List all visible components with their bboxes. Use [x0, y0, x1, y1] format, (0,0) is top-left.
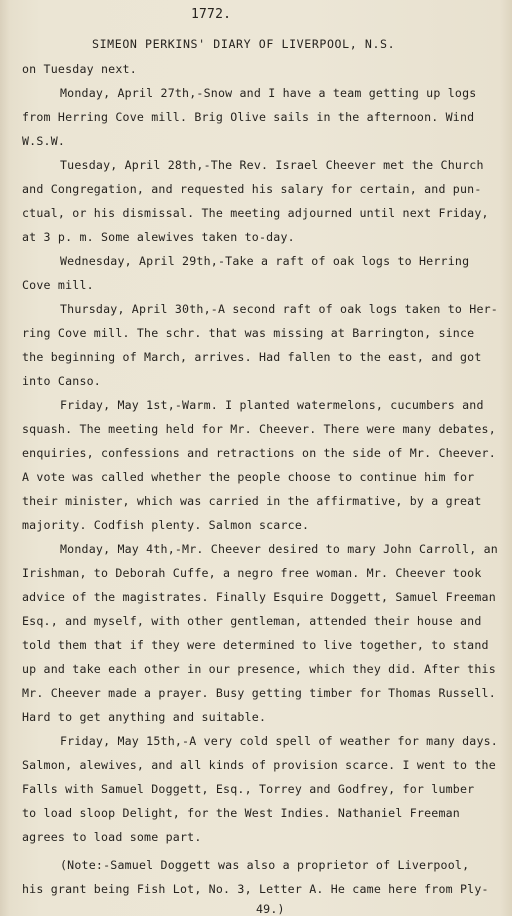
text-line: at 3 p. m. Some alewives taken to-day.	[22, 230, 295, 244]
text-line: ctual, or his dismissal. The meeting adjourned until next Friday,	[22, 206, 489, 220]
text-line: majority. Codfish plenty. Salmon scarce.	[22, 518, 310, 532]
text-line: advice of the magistrates. Finally Esquire Doggett, Samuel Freeman	[22, 590, 496, 604]
text-line: Wednesday, April 29th,-Take a raft of oak logs to Herring	[60, 254, 470, 268]
text-line: Tuesday, April 28th,-The Rev. Israel Cheever met the Church	[60, 158, 484, 172]
text-line: up and take each other in our presence, which they did. After this	[22, 662, 496, 676]
text-line: A vote was called whether the people choose to continue him for	[22, 470, 475, 484]
text-line: Friday, May 1st,-Warm. I planted watermelons, cucumbers and	[60, 398, 484, 412]
text-line: enquiries, confessions and retractions on the side of Mr. Cheever.	[22, 446, 496, 460]
text-line: on Tuesday next.	[22, 62, 137, 76]
text-line: ring Cove mill. The schr. that was missing at Barrington, since	[22, 326, 475, 340]
text-line: Esq., and myself, with other gentleman, attended their house and	[22, 614, 482, 628]
text-line: W.S.W.	[22, 134, 66, 148]
text-line: agrees to load some part.	[22, 830, 202, 844]
text-line: told them that if they were determined to live together, to stand	[22, 638, 489, 652]
text-line: squash. The meeting held for Mr. Cheever. There were many debates,	[22, 422, 496, 436]
text-line: Hard to get anything and suitable.	[22, 710, 267, 724]
page-number: 1772.	[191, 7, 232, 22]
text-line: Irishman, to Deborah Cuffe, a negro free woman. Mr. Cheever took	[22, 566, 482, 580]
text-line: Thursday, April 30th,-A second raft of oak logs taken to Her-	[60, 302, 498, 316]
text-line: Salmon, alewives, and all kinds of provision scarce. I went to the	[22, 758, 496, 772]
text-line: Mr. Cheever made a prayer. Busy getting timber for Thomas Russell.	[22, 686, 496, 700]
text-line: and Congregation, and requested his salary for certain, and pun-	[22, 182, 482, 196]
text-line: (Note:-Samuel Doggett was also a proprietor of Liverpool,	[60, 858, 470, 872]
text-line: to load sloop Delight, for the West Indies. Nathaniel Freeman	[22, 806, 460, 820]
text-line: from Herring Cove mill. Brig Olive sails in the afternoon. Wind	[22, 110, 475, 124]
text-line: into Canso.	[22, 374, 101, 388]
text-line: Monday, May 4th,-Mr. Cheever desired to mary John Carroll, an	[60, 542, 498, 556]
text-line: Falls with Samuel Doggett, Esq., Torrey and Godfrey, for lumber	[22, 782, 475, 796]
text-line: Friday, May 15th,-A very cold spell of weather for many days.	[60, 734, 498, 748]
running-header: SIMEON PERKINS' DIARY OF LIVERPOOL, N.S.	[92, 37, 396, 51]
text-line: Monday, April 27th,-Snow and I have a team getting up logs	[60, 86, 477, 100]
text-line: Cove mill.	[22, 278, 94, 292]
text-line: their minister, which was carried in the affirmative, by a great	[22, 494, 482, 508]
text-line: his grant being Fish Lot, No. 3, Letter A. He came here from Ply-	[22, 882, 489, 896]
text-line: 49.)	[256, 902, 285, 916]
text-line: the beginning of March, arrives. Had fallen to the east, and got	[22, 350, 482, 364]
